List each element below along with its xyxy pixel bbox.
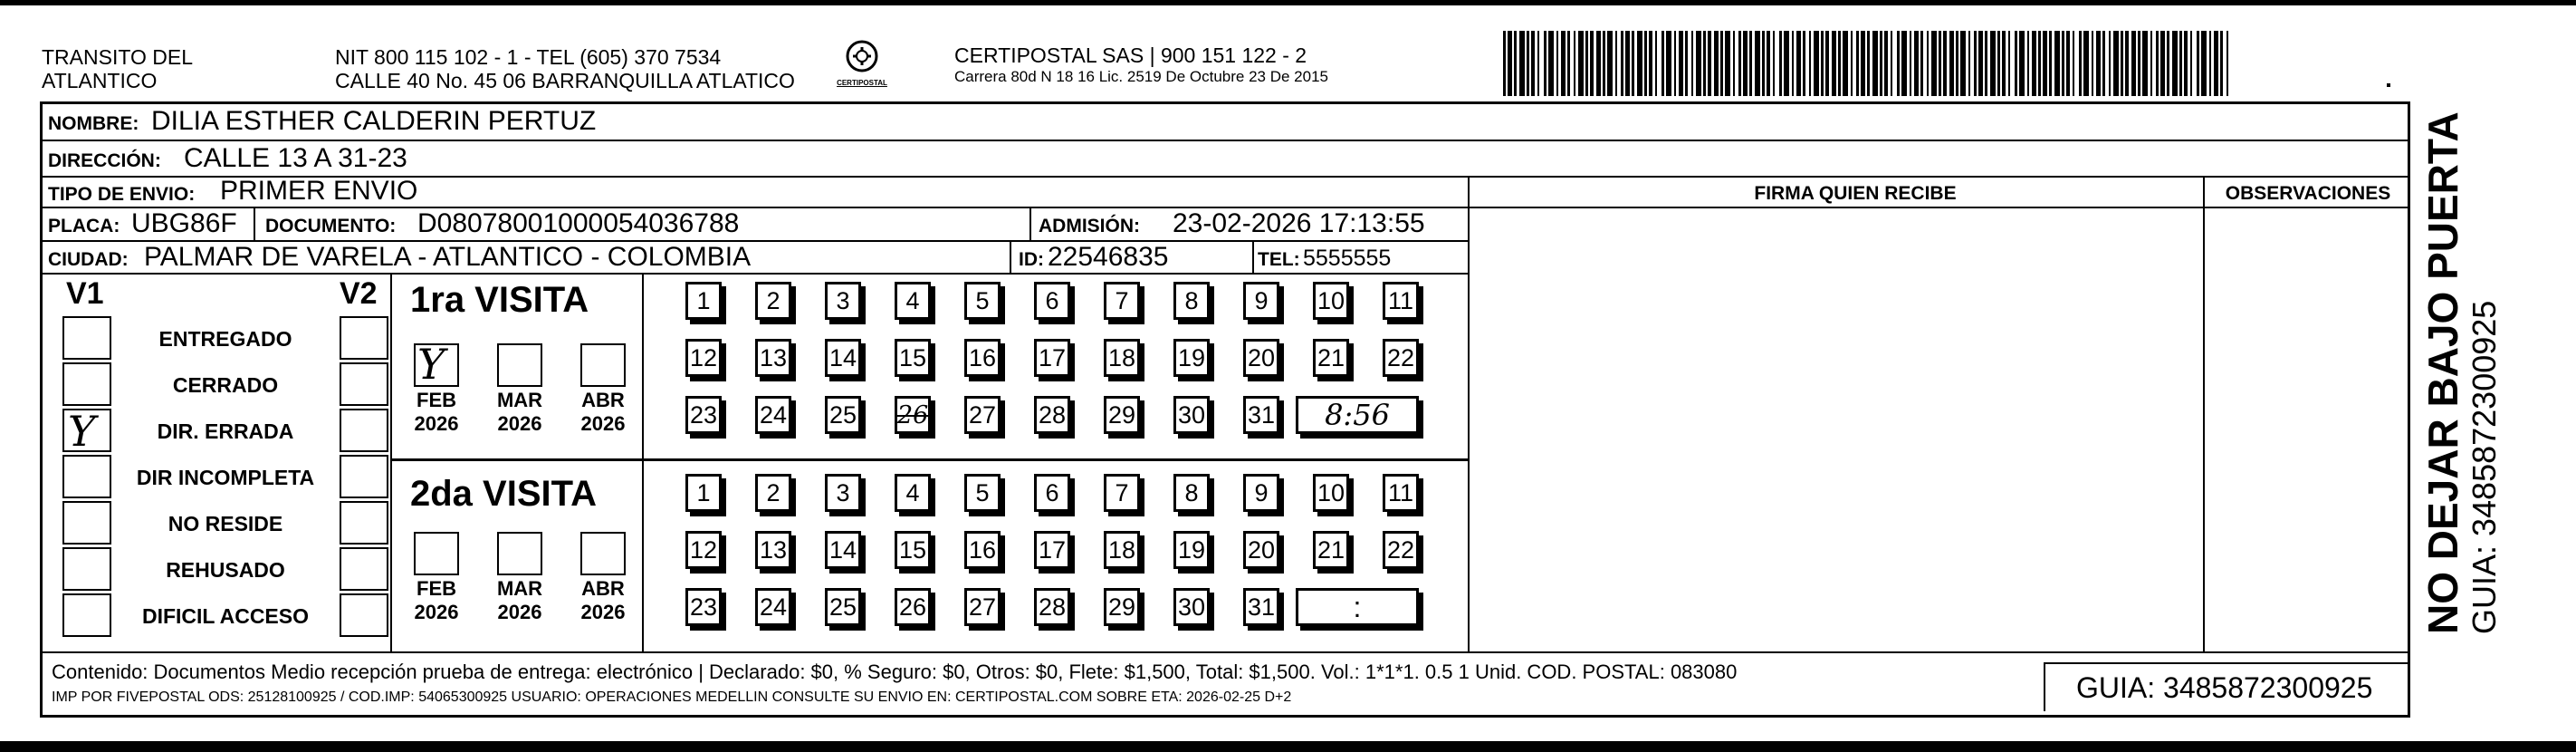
visit2-year-label: 2026: [414, 601, 459, 623]
placa-label: PLACA:: [48, 216, 120, 236]
visit1-day-box[interactable]: 26: [895, 396, 931, 434]
visit2-day-box[interactable]: 22: [1383, 531, 1419, 569]
status-option-label: DIR. ERRADA: [157, 419, 294, 443]
visit1-day-block: [644, 275, 1468, 461]
visit1-day-box[interactable]: 28: [1034, 396, 1070, 434]
visit2-day-box[interactable]: 21: [1313, 531, 1349, 569]
logo-text: CERTIPOSTAL: [837, 79, 887, 87]
status-option-label: CERRADO: [172, 373, 279, 397]
visit1-day-box[interactable]: 7: [1104, 282, 1140, 320]
tel-value: 5555555: [1303, 246, 1392, 271]
v2-checkbox[interactable]: [340, 409, 388, 452]
visit2-year-label: 2026: [580, 601, 626, 623]
visit1-day-box[interactable]: 21: [1313, 339, 1349, 377]
footer: [43, 651, 2409, 715]
visit1-month-checkbox[interactable]: [580, 343, 626, 387]
v1-checkbox[interactable]: [62, 455, 111, 498]
visit1-month-label: FEB: [417, 389, 456, 411]
visit2-day-box[interactable]: 11: [1383, 474, 1419, 512]
tipo-value: PRIMER ENVIO: [220, 176, 418, 206]
visit2-day-box[interactable]: 17: [1034, 531, 1070, 569]
divider-ciudad: [1010, 242, 1011, 275]
visit2-month-block: [392, 461, 644, 651]
visit1-month-mark: Y: [417, 340, 445, 389]
id-label: ID:: [1019, 249, 1044, 270]
corner-dot: [2387, 83, 2390, 87]
admision-label: ADMISIÓN:: [1039, 216, 1140, 236]
visit2-day-box[interactable]: 26: [895, 588, 931, 626]
status-option-label: DIFICIL ACCESO: [141, 604, 309, 628]
visit2-month-checkbox[interactable]: [580, 532, 626, 575]
visit1-month-label: MAR: [496, 389, 543, 411]
visit1-day-box[interactable]: 18: [1104, 339, 1140, 377]
visit1-day-box[interactable]: 31: [1243, 396, 1279, 434]
v2-checkbox[interactable]: [340, 593, 388, 637]
divider-left-panel: [1468, 178, 1470, 651]
visit1-month-label: ABR: [581, 389, 625, 411]
status-option-label: DIR INCOMPLETA: [136, 466, 315, 489]
row-nombre: [43, 104, 2409, 141]
visit2-month-label: FEB: [417, 577, 456, 600]
v1-checkbox[interactable]: [62, 362, 111, 406]
provider-license: Carrera 80d N 18 16 Lic. 2519 De Octubre 23 De 2015: [954, 68, 1328, 85]
visit2-day-box[interactable]: 28: [1034, 588, 1070, 626]
visit1-month-block: [392, 275, 644, 461]
nombre-label: NOMBRE:: [48, 113, 139, 134]
visit2-day-box[interactable]: 4: [895, 474, 931, 512]
status-option-label: NO RESIDE: [168, 512, 283, 535]
visit1-day-box[interactable]: 23: [685, 396, 722, 434]
visit2-day-box[interactable]: 24: [755, 588, 791, 626]
sender-line2: ATLANTICO: [42, 69, 158, 92]
visit2-day-box[interactable]: 18: [1104, 531, 1140, 569]
sender-line1: TRANSITO DEL: [42, 45, 193, 69]
visit1-day-box[interactable]: 20: [1243, 339, 1279, 377]
visit1-day-box[interactable]: 16: [964, 339, 1001, 377]
row-placa: [43, 208, 1468, 242]
visit1-year-label: 2026: [497, 412, 542, 435]
placa-value: UBG86F: [131, 208, 237, 238]
visit1-year-label: 2026: [414, 412, 459, 435]
footer-guia-box: [2044, 662, 2409, 711]
no-dejar-warning: NO DEJAR BAJO PUERTA: [2419, 111, 2466, 634]
visit2-time-box[interactable]: :: [1296, 588, 1419, 626]
visit2-day-box[interactable]: 3: [825, 474, 861, 512]
direccion-label: DIRECCIÓN:: [48, 150, 161, 171]
visit1-day-box[interactable]: 1: [685, 282, 722, 320]
observaciones-header: OBSERVACIONES: [2225, 183, 2391, 204]
direccion-value: CALLE 13 A 31-23: [184, 143, 407, 173]
visit2-day-box[interactable]: 1: [685, 474, 722, 512]
visit2-year-label: 2026: [497, 601, 542, 623]
visit2-month-label: MAR: [496, 577, 543, 600]
visit1-day-box[interactable]: 2: [755, 282, 791, 320]
sender-info: [335, 45, 795, 92]
shipping-form: [40, 101, 2410, 718]
visit2-day-box[interactable]: 19: [1173, 531, 1210, 569]
visit1-day-box[interactable]: 6: [1034, 282, 1070, 320]
divider-observaciones: [2203, 178, 2205, 651]
id-value: 22546835: [1048, 242, 1169, 272]
visit2-month-label: ABR: [581, 577, 625, 600]
certipostal-logo: [833, 38, 891, 94]
provider-name: CERTIPOSTAL SAS | 900 151 122 - 2: [954, 43, 1307, 67]
visit1-day-box[interactable]: 11: [1383, 282, 1419, 320]
barcode-bar: [2226, 31, 2228, 96]
visit1-day-box[interactable]: 3: [825, 282, 861, 320]
visit1-day-box[interactable]: 13: [755, 339, 791, 377]
visit1-day-box[interactable]: 5: [964, 282, 1001, 320]
visit2-title: 2da VISITA: [410, 474, 597, 514]
v2-checkbox[interactable]: [340, 316, 388, 360]
visit1-day-box[interactable]: 25: [825, 396, 861, 434]
barcode: [1503, 31, 2227, 96]
footer-contenido: Contenido: Documentos Medio recepción prueba de entrega: electrónico | Declarado: $0, % Seguro: $0, Otros: $0, Flete: $1,500, Total: $1,500. Vol.: 1*1*1. 0.5 1 Unid. COD. POSTAL: 083080: [52, 660, 1738, 683]
status-option-label: REHUSADO: [166, 558, 285, 582]
divider-documento: [1029, 208, 1031, 242]
visit1-day-box[interactable]: 19: [1173, 339, 1210, 377]
row-ciudad: [43, 242, 1468, 275]
v2-checkbox[interactable]: [340, 501, 388, 545]
side-text: [2419, 111, 2503, 634]
firma-header: FIRMA QUIEN RECIBE: [1754, 183, 1957, 204]
visit1-day-box[interactable]: 8: [1173, 282, 1210, 320]
visit2-day-box[interactable]: 5: [964, 474, 1001, 512]
documento-label: DOCUMENTO:: [265, 216, 397, 236]
v1-checkbox[interactable]: [62, 316, 111, 360]
footer-imp: IMP POR FIVEPOSTAL ODS: 25128100925 / COD.IMP: 54065300925 USUARIO: OPERACIONES MEDELLIN CONSULTE SU ENVIO EN: CERTIPOSTAL.COM SOBRE ETA: 2026-02-25 D+2: [52, 689, 1292, 705]
visit1-day-box[interactable]: 29: [1104, 396, 1140, 434]
visit2-day-box[interactable]: 30: [1173, 588, 1210, 626]
visit2-day-box[interactable]: 12: [685, 531, 722, 569]
sender-address: CALLE 40 No. 45 06 BARRANQUILLA ATLATICO: [335, 69, 795, 92]
visit2-day-box[interactable]: 2: [755, 474, 791, 512]
tel-label: TEL:: [1258, 249, 1300, 270]
status-option-label: ENTREGADO: [158, 327, 292, 351]
visit1-title: 1ra VISITA: [410, 280, 589, 320]
v2-checkbox[interactable]: [340, 362, 388, 406]
visit2-day-box[interactable]: 9: [1243, 474, 1279, 512]
visit2-month-checkbox[interactable]: [497, 532, 542, 575]
ciudad-value: PALMAR DE VARELA - ATLANTICO - COLOMBIA: [144, 242, 752, 272]
visit1-day-box[interactable]: 27: [964, 396, 1001, 434]
visit2-month-checkbox[interactable]: [414, 532, 459, 575]
visit1-day-box[interactable]: 10: [1313, 282, 1349, 320]
visit2-day-box[interactable]: 20: [1243, 531, 1279, 569]
nombre-value: DILIA ESTHER CALDERIN PERTUZ: [151, 106, 597, 136]
admision-value: 23-02-2026 17:13:55: [1173, 208, 1425, 238]
visit2-day-box[interactable]: 13: [755, 531, 791, 569]
v1-checkbox[interactable]: [62, 501, 111, 545]
visit1-day-box[interactable]: 4: [895, 282, 931, 320]
tipo-label: TIPO DE ENVIO:: [48, 184, 196, 205]
v1-checkbox[interactable]: [62, 593, 111, 637]
visit1-day-box[interactable]: 30: [1173, 396, 1210, 434]
v1-check-mark: Y: [68, 407, 96, 456]
visit2-day-box[interactable]: 7: [1104, 474, 1140, 512]
row-tipo: [43, 178, 2409, 208]
visit1-year-label: 2026: [580, 412, 626, 435]
visit2-day-box[interactable]: 23: [685, 588, 722, 626]
visit1-day-box[interactable]: 22: [1383, 339, 1419, 377]
v1-checkbox[interactable]: [62, 407, 111, 456]
visit2-day-box[interactable]: 27: [964, 588, 1001, 626]
visit1-time-box[interactable]: 8:56: [1296, 396, 1419, 434]
row-direccion: [43, 141, 2409, 178]
status-block: [43, 275, 392, 651]
certipostal-logo-icon: [842, 38, 882, 74]
visit2-day-box[interactable]: 25: [825, 588, 861, 626]
visit1-day-box[interactable]: 9: [1243, 282, 1279, 320]
v2-label: V2: [340, 276, 378, 311]
visit2-day-box[interactable]: 6: [1034, 474, 1070, 512]
divider-placa: [254, 208, 255, 242]
sender-name: [42, 45, 193, 92]
ciudad-label: CIUDAD:: [48, 249, 129, 270]
visit1-day-box[interactable]: 12: [685, 339, 722, 377]
v1-label: V1: [66, 276, 104, 311]
visit2-day-box[interactable]: 14: [825, 531, 861, 569]
v1-checkbox[interactable]: [62, 547, 111, 591]
side-guia: GUIA: 3485872300925: [2466, 300, 2503, 634]
visit2-day-box[interactable]: 31: [1243, 588, 1279, 626]
v2-checkbox[interactable]: [340, 455, 388, 498]
visit2-day-box[interactable]: 10: [1313, 474, 1349, 512]
top-border: [0, 0, 2576, 5]
visit2-day-box[interactable]: 16: [964, 531, 1001, 569]
visit1-month-checkbox[interactable]: [497, 343, 542, 387]
visit2-day-box[interactable]: 15: [895, 531, 931, 569]
visit2-day-box[interactable]: 29: [1104, 588, 1140, 626]
v2-checkbox[interactable]: [340, 547, 388, 591]
visit2-day-box[interactable]: 8: [1173, 474, 1210, 512]
footer-guia: GUIA: 3485872300925: [2076, 671, 2373, 704]
visit1-day-box[interactable]: 17: [1034, 339, 1070, 377]
visit1-day-box[interactable]: 24: [755, 396, 791, 434]
visit1-day-box[interactable]: 14: [825, 339, 861, 377]
visit1-day-box[interactable]: 15: [895, 339, 931, 377]
divider-id: [1252, 242, 1254, 275]
bottom-border: [0, 741, 2576, 752]
documento-value: D08078001000054036788: [417, 208, 740, 238]
sender-nit: NIT 800 115 102 - 1 - TEL (605) 370 7534: [335, 45, 722, 69]
visit1-month-checkbox[interactable]: [414, 340, 459, 389]
visit2-day-block: [644, 461, 1468, 651]
provider-info: [954, 43, 1328, 87]
